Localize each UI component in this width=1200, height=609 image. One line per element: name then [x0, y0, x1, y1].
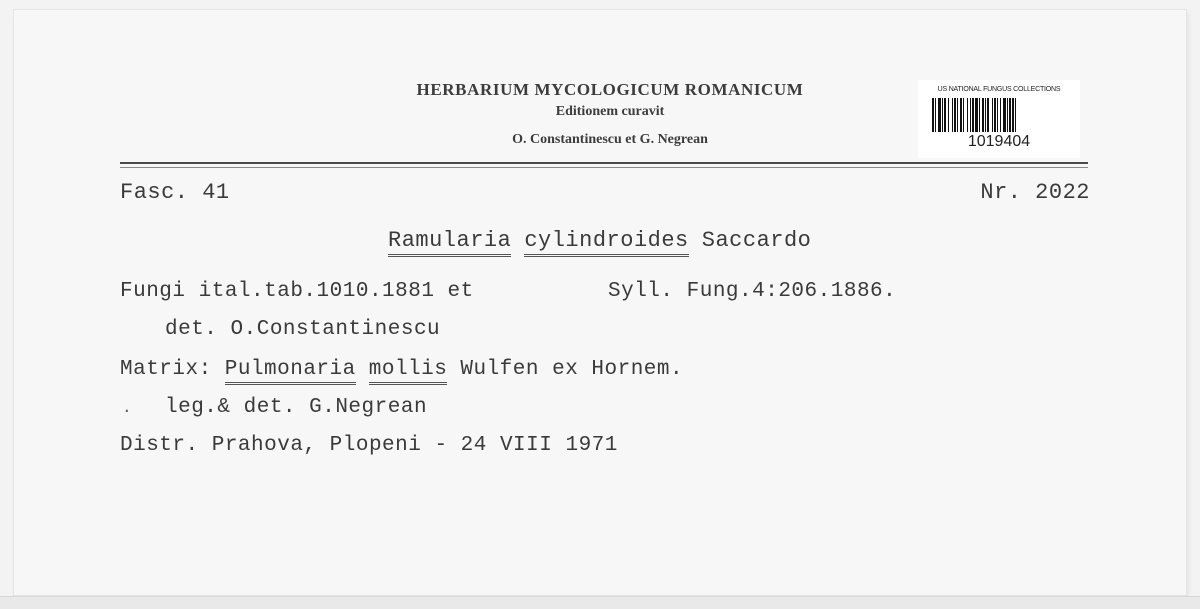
species-author: Saccardo: [701, 228, 812, 253]
sheet-edge: [0, 596, 1200, 609]
header-divider-thin: [120, 167, 1088, 168]
locality-line: Distr. Prahova, Plopeni - 24 VIII 1971: [120, 434, 618, 457]
herbarium-title: HERBARIUM MYCOLOGICUM ROMANICUM: [416, 80, 804, 99]
species-epithet: cylindroides: [524, 228, 688, 257]
barcode-sticker: [918, 80, 1080, 158]
determiner-line: det. O.Constantinescu: [165, 318, 441, 341]
collector-line: leg.& det. G.Negrean: [165, 396, 428, 419]
exsiccata-number: Nr. 2022: [980, 180, 1090, 205]
barcode-collection-name: US NATIONAL FUNGUS COLLECTIONS: [937, 86, 1061, 93]
barcode-number: 1019404: [967, 133, 1031, 150]
reference-publication: Fungi ital.tab.1010.1881 et: [120, 280, 474, 303]
fascicle-number: Fasc. 41: [120, 180, 230, 205]
species-genus: Ramularia: [388, 228, 511, 257]
editor-caption: Editionem curavit: [555, 104, 665, 119]
reference-sylloge: Syll. Fung.4:206.1886.: [608, 280, 897, 303]
editors-names: O. Constantinescu et G. Negrean: [512, 132, 708, 147]
species-name: [388, 228, 811, 253]
header-divider: [120, 162, 1088, 164]
matrix-author: Wulfen ex Hornem.: [460, 358, 684, 381]
typewriter-dot: ·: [122, 402, 132, 420]
matrix-prefix: Matrix:: [120, 358, 212, 381]
matrix-line: [120, 358, 683, 381]
matrix-epithet: mollis: [369, 358, 448, 385]
matrix-genus: Pulmonaria: [225, 358, 356, 385]
barcode-icon: [932, 98, 1066, 132]
